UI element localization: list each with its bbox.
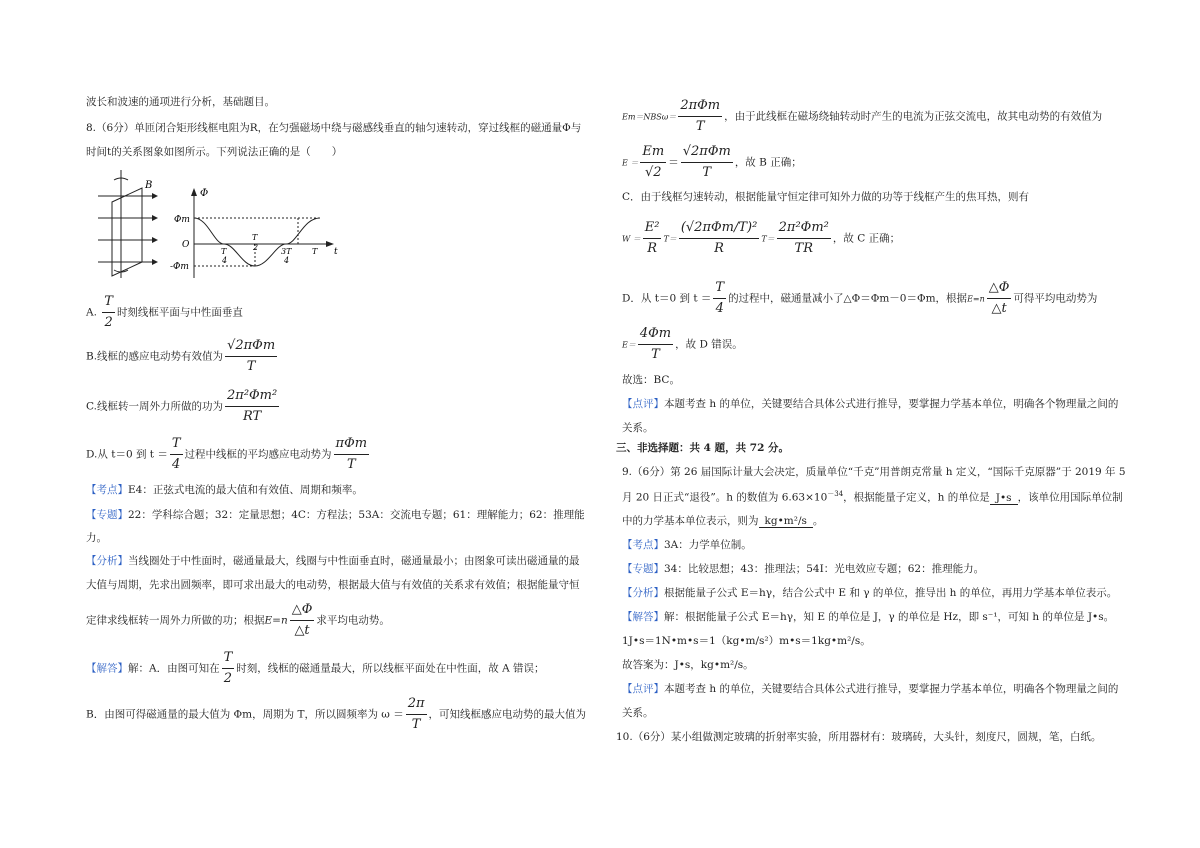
solution-line: Em＝NBSω＝ $\frac{\text{2πΦm}}{T}$ ，由于此线框在磁场绕轴转动时产生的电流为正弦交流电，故其电动势的有效值为 (622, 98, 1103, 135)
option-a: A. $\frac{T}{2}$ 时刻线框平面与中性面垂直 (86, 294, 243, 331)
dianping-cont: 关系。 (622, 707, 654, 719)
tick-label: T (252, 233, 258, 242)
tick-label: 2 (253, 243, 259, 252)
jieda-cont: 故答案为：J•s，kg•m²/s。 (622, 659, 754, 671)
kaodian: 【考点】E4：正弦式电流的最大值和有效值、周期和频率。 (86, 484, 363, 496)
jieda: 【解答】解：根据能量子公式 E＝hγ，知 E 的单位是 J，γ 的单位是 Hz，即 s⁻¹，可知 h 的单位是 J•s。 (622, 611, 1115, 623)
jieda-cont: 1J•s＝1N•m•s＝1（kg•m/s²）m•s＝1kg•m²/s。 (622, 635, 871, 647)
solution-line: W ＝ $\frac{\text{E²}}{R}$ T＝ $\frac{\text{(√2πΦm/T)²}}{R}$ T＝ $\frac{\text{2π²Φm²}}{TR}$ ，故 C 正确； (622, 220, 901, 257)
flux-time-figure (90, 166, 352, 282)
option-d: D.从 t＝0 到 t ＝ $\frac{T}{4}$ 过程中线框的平均感应电动势为 $\frac{\text{πΦm}}{T}$ (86, 436, 368, 473)
tick-label: T (312, 247, 318, 256)
fenxi-cont: 定律求线框转一周外力所做的功；根据E=n $\frac{\triangle\Phi}{\triangle t}$ 求平均电动势。 (86, 602, 390, 639)
fenxi: 【分析】根据能量子公式 E＝hγ，结合公式中 E 和 γ 的单位，推导出 h 的单位，再用力学基本单位表示。 (622, 587, 1118, 599)
origin-label: O (182, 240, 190, 250)
tick-label: 4 (284, 256, 290, 265)
tick-label: T (221, 247, 227, 256)
question-9-stem-cont: 月 20 日正式“退役”。h 的数值为 $6.63\times 10^{-34}$，根据能量子定义，h 的单位是 J•s ，该单位用国际单位制 (622, 490, 1123, 504)
option-b: B.线框的感应电动势有效值为 $\frac{\text{√2πΦm}}{T}$ (86, 338, 276, 375)
question-9-stem-cont: 中的力学基本单位表示，则为 kg•m²/s 。 (622, 515, 824, 527)
fenxi: 【分析】当线圈处于中性面时，磁通量最大，线圈与中性面垂直时，磁通量最小；由图象可读出磁通量的最 (86, 555, 580, 567)
zhuanti: 【专题】34：比较思想；43：推理法；54I：光电效应专题；62：推理能力。 (622, 563, 985, 575)
dianping-cont: 关系。 (622, 422, 654, 434)
phim-label: Φm (174, 215, 190, 225)
tick-label: 3T (281, 247, 292, 256)
kaodian: 【考点】3A：力学单位制。 (622, 539, 752, 551)
solution-line: E＝ $\frac{4\Phi m}{T}$ ，故 D 错误。 (622, 326, 743, 363)
solution-d: D．从 t＝0 到 t ＝ $\frac{T}{4}$ 的过程中，磁通量减小了△Φ＝Φm－0＝Φm，根据E=n $\frac{\triangle\Phi}{\triangle t}$ 可得平均电动势为 (622, 280, 1098, 317)
tick-label: 4 (222, 256, 228, 265)
dianping: 【点评】本题考查 h 的单位，关键要结合具体公式进行推导，要掌握力学基本单位，明确各个物理量之间的 (622, 398, 1119, 410)
jieda: 【解答】解：A．由图可知在 $\frac{T}{2}$ 时刻，线框的磁通量最大，所以线框平面处在中性面，故 A 错误； (86, 650, 545, 687)
section-3-heading: 三、非选择题：共 4 题，共 72 分。 (616, 442, 790, 454)
text-line: 波长和波速的通项进行分析，基础题目。 (86, 96, 275, 108)
answer-choice: 故选：BC。 (622, 374, 680, 386)
zhuanti-cont: 力。 (86, 532, 107, 544)
solution-line: E ＝ $\frac{Em}{√2}$ ＝ $\frac{\text{√2πΦm}}{T}$ ，故 B 正确； (622, 144, 802, 181)
fenxi-cont: 大值与周期，先求出圆频率，即可求出最大的电动势，根据最大值与有效值的关系求有效值；根据能量守恒 (86, 579, 580, 591)
question-8-stem-cont: 时间t的关系图象如图所示。下列说法正确的是（ ） (86, 146, 343, 158)
t-axis-label: t (334, 247, 338, 257)
phi-axis-label: Φ (200, 188, 209, 199)
question-8-stem: 8.（6分）单匝闭合矩形线框电阻为R，在匀强磁场中绕与磁感线垂直的轴匀速转动，穿过线框的磁通量Φ与 (86, 122, 582, 134)
solution-c: C．由于线框匀速转动，根据能量守恒定律可知外力做的功等于线框产生的焦耳热，则有 (622, 191, 1030, 203)
jieda-b: B．由图可得磁通量的最大值为 Φm，周期为 T，所以圆频率为 ω ＝ $\frac{2\pi}{T}$ ，可知线框感应电动势的最大值为 (86, 696, 587, 733)
neg-phim-label: -Φm (170, 262, 189, 272)
b-label: B (145, 180, 153, 191)
zhuanti: 【专题】22：学科综合题；32：定量思想；4C：方程法；53A：交流电专题；61：理解能力；62：推理能 (86, 509, 585, 521)
dianping: 【点评】本题考查 h 的单位，关键要结合具体公式进行推导，要掌握力学基本单位，明确各个物理量之间的 (622, 683, 1119, 695)
question-9-stem: 9.（6分）第 26 届国际计量大会决定，质量单位“千克”用普朗克常量 h 定义，“国际千克原器”于 2019 年 5 (622, 466, 1126, 478)
option-c: C.线框转一周外力所做的功为 $\frac{\text{2π²Φm²}}{RT}$ (86, 388, 278, 425)
question-10-stem: 10.（6分）某小组做测定玻璃的折射率实验，所用器材有：玻璃砖，大头针，刻度尺，圆规，笔，白纸。 (616, 731, 1102, 743)
